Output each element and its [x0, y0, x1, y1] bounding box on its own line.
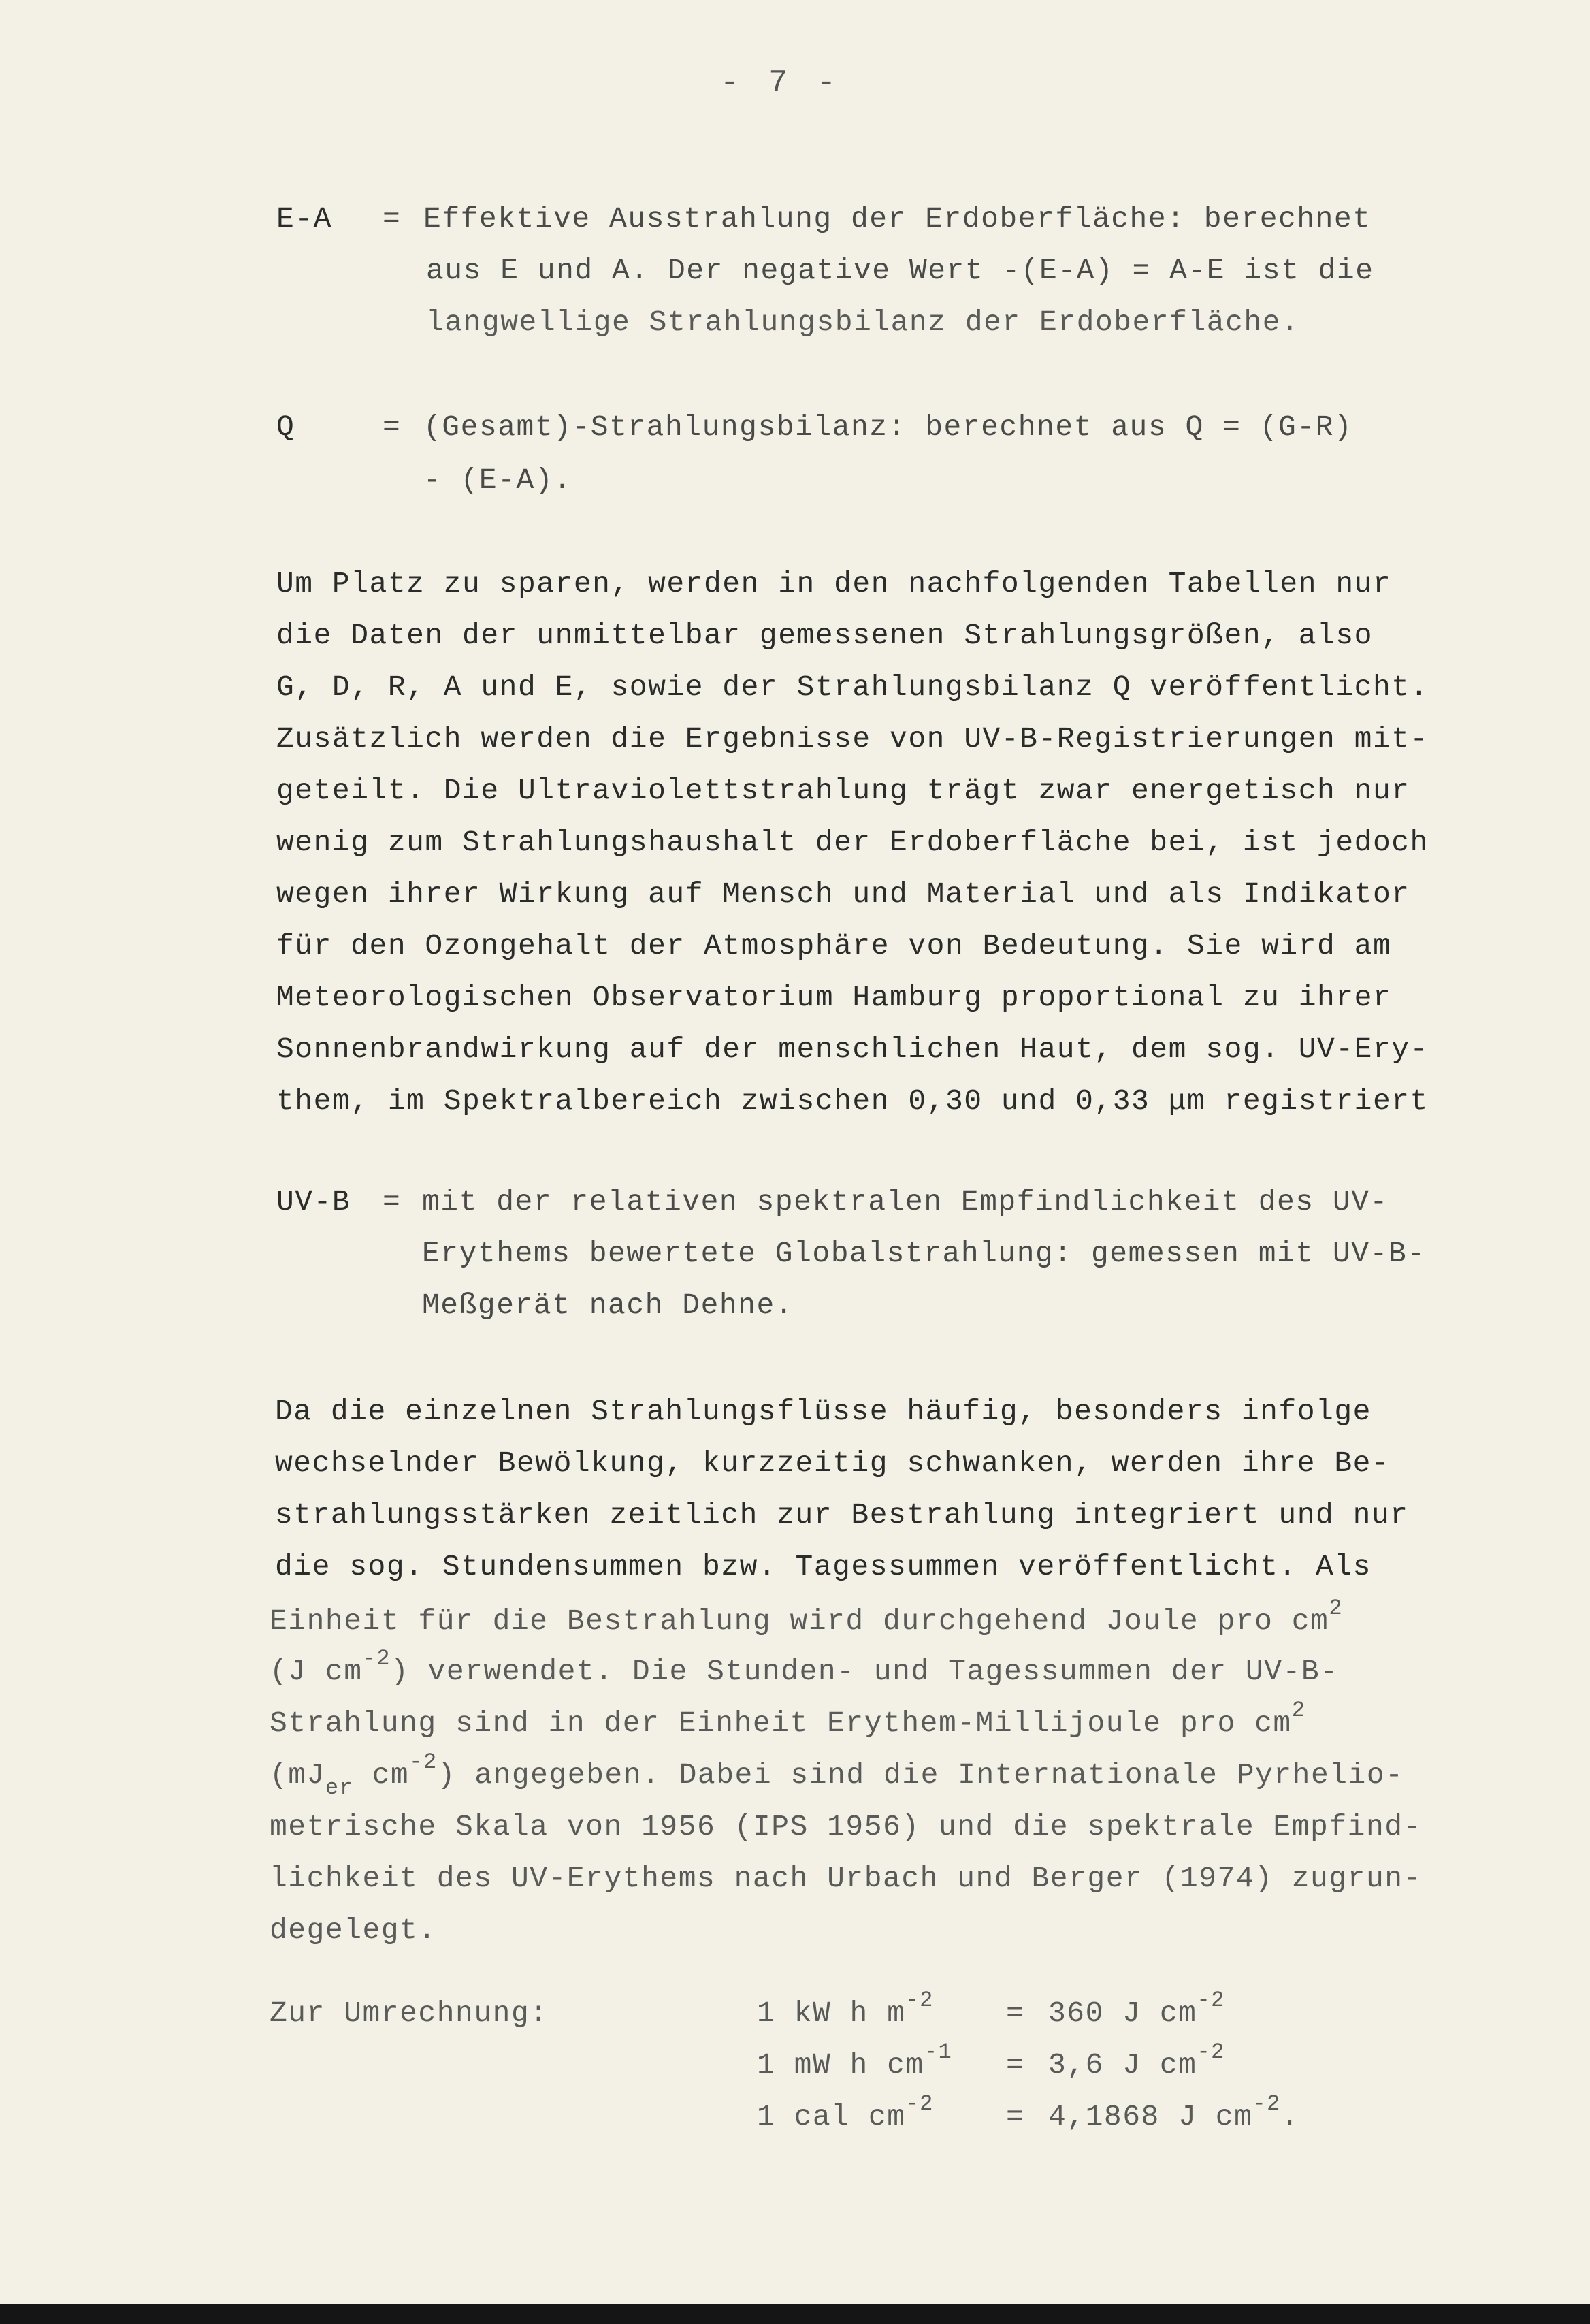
conversion-lhs [757, 2091, 934, 2135]
paragraph-line: für den Ozongehalt der Atmosphäre von Bedeutung. Sie wird am [276, 929, 1392, 963]
definition-eq-ea: = [383, 202, 402, 236]
paragraph-line: geteilt. Die Ultraviolettstrahlung trägt zwar energetisch nur [276, 774, 1410, 807]
definition-line: - (E-A). [423, 464, 572, 497]
paragraph-line: degelegt. [270, 1914, 437, 1947]
paragraph-line: die sog. Stundensummen bzw. Tagessummen veröffentlicht. Als [275, 1550, 1372, 1583]
definition-line: (Gesamt)-Strahlungsbilanz: berechnet aus Q = (G-R) [423, 410, 1353, 444]
paragraph-line: Um Platz zu sparen, werden in den nachfolgenden Tabellen nur [276, 567, 1392, 600]
superscript: -1 [924, 2039, 953, 2065]
conversion-eq: = [1006, 1997, 1025, 2030]
paragraph-line [270, 1749, 1404, 1801]
subscript: er [325, 1775, 354, 1801]
conversion-value: 360 J cm [1048, 1997, 1197, 2030]
paragraph-line: Meteorologischen Observatorium Hamburg proportional zu ihrer [276, 981, 1392, 1014]
conversion-unit: 1 cal cm [757, 2100, 906, 2133]
conversion-rhs [1048, 1988, 1225, 2031]
definition-term-uvb: UV-B [276, 1185, 351, 1219]
paragraph-text: (mJ [270, 1758, 325, 1792]
definition-line: langwellige Strahlungsbilanz der Erdoberfläche. [426, 306, 1300, 339]
paragraph-text: Einheit für die Bestrahlung wird durchgehend Joule pro cm [270, 1604, 1329, 1638]
paragraph-line: them, im Spektralbereich zwischen 0,30 und 0,33 μm registriert [276, 1084, 1429, 1118]
superscript: 2 [1291, 1698, 1306, 1723]
conversion-lhs [757, 1988, 934, 2031]
page-number: - 7 - [720, 65, 842, 101]
paragraph-text: ) angegeben. Dabei sind die Internationale Pyrhelio- [437, 1758, 1404, 1792]
paragraph-line: Sonnenbrandwirkung auf der menschlichen Haut, dem sog. UV-Ery- [276, 1033, 1429, 1066]
definition-eq-uvb: = [383, 1185, 402, 1219]
superscript: -2 [362, 1646, 391, 1671]
definition-line: Meßgerät nach Dehne. [422, 1289, 794, 1322]
superscript: -2 [1252, 2091, 1281, 2116]
superscript: 2 [1329, 1596, 1344, 1621]
paragraph-line: die Daten der unmittelbar gemessenen Strahlungsgrößen, also [276, 619, 1373, 652]
superscript: -2 [1197, 2039, 1225, 2065]
paragraph-text: (J cm [270, 1655, 363, 1688]
paragraph-text: ) verwendet. Die Stunden- und Tagessummen der UV-B- [390, 1655, 1339, 1688]
superscript: -2 [905, 1988, 934, 2013]
definition-term-ea: E-A [276, 202, 332, 236]
paragraph-line [270, 1698, 1306, 1741]
paragraph-line [270, 1596, 1344, 1639]
conversion-lhs [757, 2039, 953, 2083]
conversion-eq: = [1006, 2048, 1025, 2082]
superscript: -2 [409, 1749, 438, 1775]
conversion-label: Zur Umrechnung: [270, 1997, 549, 2030]
paragraph-line: Da die einzelnen Strahlungsflüsse häufig, besonders infolge [275, 1395, 1372, 1428]
paragraph-line: Zusätzlich werden die Ergebnisse von UV-B-Registrierungen mit- [276, 722, 1429, 756]
conversion-unit: 1 mW h cm [757, 2048, 924, 2082]
superscript: -2 [905, 2091, 934, 2116]
definition-line: Effektive Ausstrahlung der Erdoberfläche: berechnet [423, 202, 1372, 236]
conversion-unit: 1 kW h m [757, 1997, 906, 2030]
paragraph-line: wechselnder Bewölkung, kurzzeitig schwanken, werden ihre Be- [275, 1447, 1391, 1480]
conversion-end: . [1280, 2100, 1300, 2133]
paragraph-text: Strahlung sind in der Einheit Erythem-Millijoule pro cm [270, 1707, 1292, 1740]
conversion-value: 4,1868 J cm [1048, 2100, 1253, 2133]
conversion-rhs [1048, 2091, 1300, 2135]
conversion-value: 3,6 J cm [1048, 2048, 1197, 2082]
definition-line: mit der relativen spektralen Empfindlichkeit des UV- [422, 1185, 1389, 1219]
paragraph-line: lichkeit des UV-Erythems nach Urbach und Berger (1974) zugrun- [270, 1862, 1422, 1895]
definition-line: aus E und A. Der negative Wert -(E-A) = A-E ist die [426, 254, 1374, 287]
definition-term-q: Q [276, 410, 295, 444]
definition-eq-q: = [383, 410, 402, 444]
paragraph-line: wegen ihrer Wirkung auf Mensch und Material und als Indikator [276, 877, 1410, 911]
conversion-rhs [1048, 2039, 1225, 2083]
paragraph-text: cm [353, 1758, 410, 1792]
paragraph-line: wenig zum Strahlungshaushalt der Erdoberfläche bei, ist jedoch [276, 826, 1429, 859]
superscript: -2 [1197, 1988, 1225, 2013]
definition-line: Erythems bewertete Globalstrahlung: gemessen mit UV-B- [422, 1237, 1426, 1270]
paragraph-line: G, D, R, A und E, sowie der Strahlungsbilanz Q veröffentlicht. [276, 671, 1429, 704]
paragraph-line: metrische Skala von 1956 (IPS 1956) und die spektrale Empfind- [270, 1810, 1422, 1843]
paragraph-line: strahlungsstärken zeitlich zur Bestrahlung integriert und nur [275, 1498, 1409, 1532]
scan-bottom-edge [0, 2304, 1590, 2324]
paragraph-line [270, 1646, 1339, 1690]
conversion-eq: = [1006, 2100, 1025, 2133]
